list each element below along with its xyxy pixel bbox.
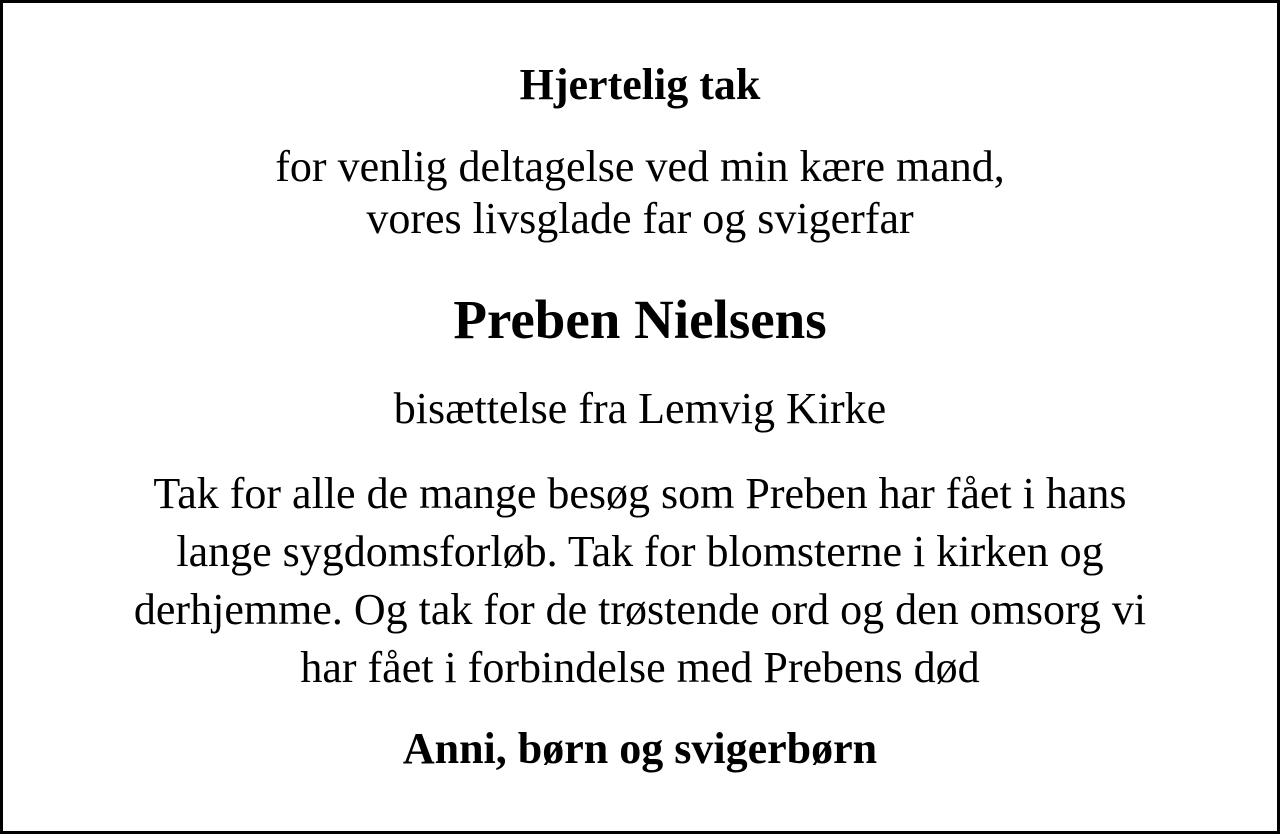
service-location: bisættelse fra Lemvig Kirke bbox=[393, 384, 887, 433]
message-line-2: lange sygdomsforløb. Tak for blomsterne i kirken og bbox=[176, 527, 1104, 576]
signature: Anni, børn og svigerbørn bbox=[402, 724, 878, 773]
intro-line-1: for venlig deltagelse ved min kære mand, bbox=[275, 142, 1005, 191]
notice-heading: Hjertelig tak bbox=[519, 60, 761, 109]
deceased-name: Preben Nielsens bbox=[453, 289, 827, 350]
thanks-message bbox=[23, 465, 1257, 697]
message-line-1: Tak for alle de mange besøg som Preben har fået i hans bbox=[153, 469, 1127, 518]
message-line-4: har fået i forbindelse med Prebens død bbox=[300, 643, 980, 692]
message-line-3: derhjemme. Og tak for de trøstende ord og den omsorg vi bbox=[133, 585, 1147, 634]
intro-text bbox=[3, 141, 1277, 245]
intro-line-2: vores livsglade far og svigerfar bbox=[366, 194, 914, 243]
